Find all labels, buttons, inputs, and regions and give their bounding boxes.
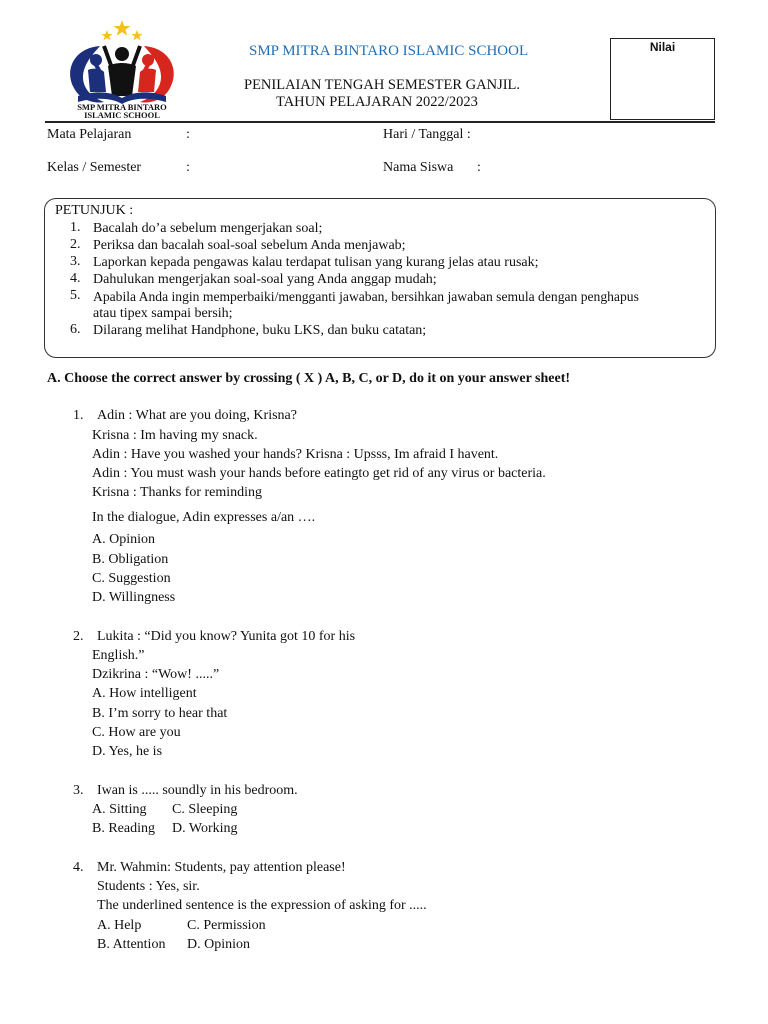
field-label-class: Kelas / Semester <box>47 160 142 175</box>
dialogue-line: Krisna : Thanks for reminding <box>92 485 263 500</box>
field-label-subject: Mata Pelajaran <box>47 127 132 142</box>
answer-option[interactable]: A. Opinion <box>92 532 155 547</box>
answer-option[interactable]: D. Yes, he is <box>92 744 163 759</box>
instruction-item: Laporkan kepada pengawas kalau terdapat tulisan yang kurang jelas atau rusak; <box>93 255 539 270</box>
field-label-date: Hari / Tanggal : <box>383 127 471 142</box>
dialogue-line: Students : Yes, sir. <box>97 879 200 894</box>
instruction-number: 3. <box>70 254 81 269</box>
logo-body-center <box>108 63 136 96</box>
logo-star-left <box>102 30 113 40</box>
question-text: Iwan is ..... soundly in his bedroom. <box>97 783 298 798</box>
dialogue-line: Adin : What are you doing, Krisna? <box>97 408 297 423</box>
question-prompt: In the dialogue, Adin expresses a/an …. <box>92 510 316 525</box>
instruction-item: Apabila Anda ingin memperbaiki/mengganti jawaban, bersihkan jawaban semula dengan penghapus <box>93 289 639 304</box>
school-name: SMP MITRA BINTARO ISLAMIC SCHOOL <box>249 43 529 59</box>
logo-star-center <box>114 20 131 36</box>
question-number: 4. <box>73 860 84 875</box>
logo-text-line1: SMP MITRA BINTARO <box>77 102 167 112</box>
logo-text-line2: ISLAMIC SCHOOL <box>84 110 160 120</box>
dialogue-line: Lukita : “Did you know? Yunita got 10 for his <box>97 629 356 644</box>
instruction-item: Dilarang melihat Handphone, buku LKS, dan buku catatan; <box>93 323 427 338</box>
question-prompt: The underlined sentence is the expression of asking for ..... <box>97 898 427 913</box>
instructions-title: PETUNJUK : <box>55 203 134 218</box>
dialogue-line: Krisna : Im having my snack. <box>92 428 258 443</box>
instruction-item-continued: atau tipex sampai bersih; <box>93 306 233 321</box>
dialogue-line: Mr. Wahmin: Students, pay attention please! <box>97 860 346 875</box>
exam-title: PENILAIAN TENGAH SEMESTER GANJIL. <box>244 77 521 93</box>
dialogue-line: Dzikrina : “Wow! .....” <box>92 667 220 682</box>
answer-option[interactable]: D. Opinion <box>187 937 250 952</box>
header-divider <box>45 121 715 123</box>
instruction-item: Bacalah do’a sebelum mengerjakan soal; <box>93 221 323 236</box>
answer-option[interactable]: B. Reading <box>92 821 155 836</box>
score-label: Nilai <box>649 40 676 54</box>
dialogue-line: Adin : Have you washed your hands? Krisna : Upsss, Im afraid I havent. <box>92 447 499 462</box>
field-colon-subject: : <box>186 127 190 142</box>
instruction-number: 4. <box>70 271 81 286</box>
answer-option[interactable]: A. Help <box>97 918 142 933</box>
score-box[interactable] <box>610 38 715 120</box>
exam-year: TAHUN PELAJARAN 2022/2023 <box>276 94 478 110</box>
answer-option[interactable]: B. Obligation <box>92 552 169 567</box>
instruction-number: 6. <box>70 322 81 337</box>
answer-option[interactable]: C. Suggestion <box>92 571 171 586</box>
logo-head-center <box>115 47 129 61</box>
instruction-item: Periksa dan bacalah soal-soal sebelum Anda menjawab; <box>93 238 406 253</box>
answer-option[interactable]: C. Permission <box>187 918 266 933</box>
answer-option[interactable]: D. Willingness <box>92 590 176 605</box>
field-colon-class: : <box>186 160 190 175</box>
dialogue-line: Adin : You must wash your hands before eatingto get rid of any virus or bacteria. <box>92 466 546 481</box>
dialogue-line: English.” <box>92 648 145 663</box>
question-number: 2. <box>73 629 84 644</box>
answer-option[interactable]: A. Sitting <box>92 802 147 817</box>
section-a-heading: A. Choose the correct answer by crossing ( X ) A, B, C, or D, do it on your answer sheet! <box>47 371 571 386</box>
question-number: 1. <box>73 408 84 423</box>
answer-option[interactable]: C. Sleeping <box>172 802 238 817</box>
logo-body-right <box>138 69 156 92</box>
logo-star-right <box>132 30 143 40</box>
field-colon-student-name: : <box>477 160 481 175</box>
school-logo <box>60 18 185 122</box>
logo-body-left <box>88 69 106 92</box>
answer-option[interactable]: A. How intelligent <box>92 686 197 701</box>
answer-option[interactable]: C. How are you <box>92 725 181 740</box>
answer-option[interactable]: B. Attention <box>97 937 166 952</box>
instruction-number: 1. <box>70 220 81 235</box>
instruction-number: 5. <box>70 288 81 303</box>
instruction-number: 2. <box>70 237 81 252</box>
instruction-item: Dahulukan mengerjakan soal-soal yang Anda anggap mudah; <box>93 272 437 287</box>
answer-option[interactable]: D. Working <box>172 821 238 836</box>
answer-option[interactable]: B. I’m sorry to hear that <box>92 706 228 721</box>
field-label-student-name: Nama Siswa <box>383 160 454 175</box>
question-number: 3. <box>73 783 84 798</box>
